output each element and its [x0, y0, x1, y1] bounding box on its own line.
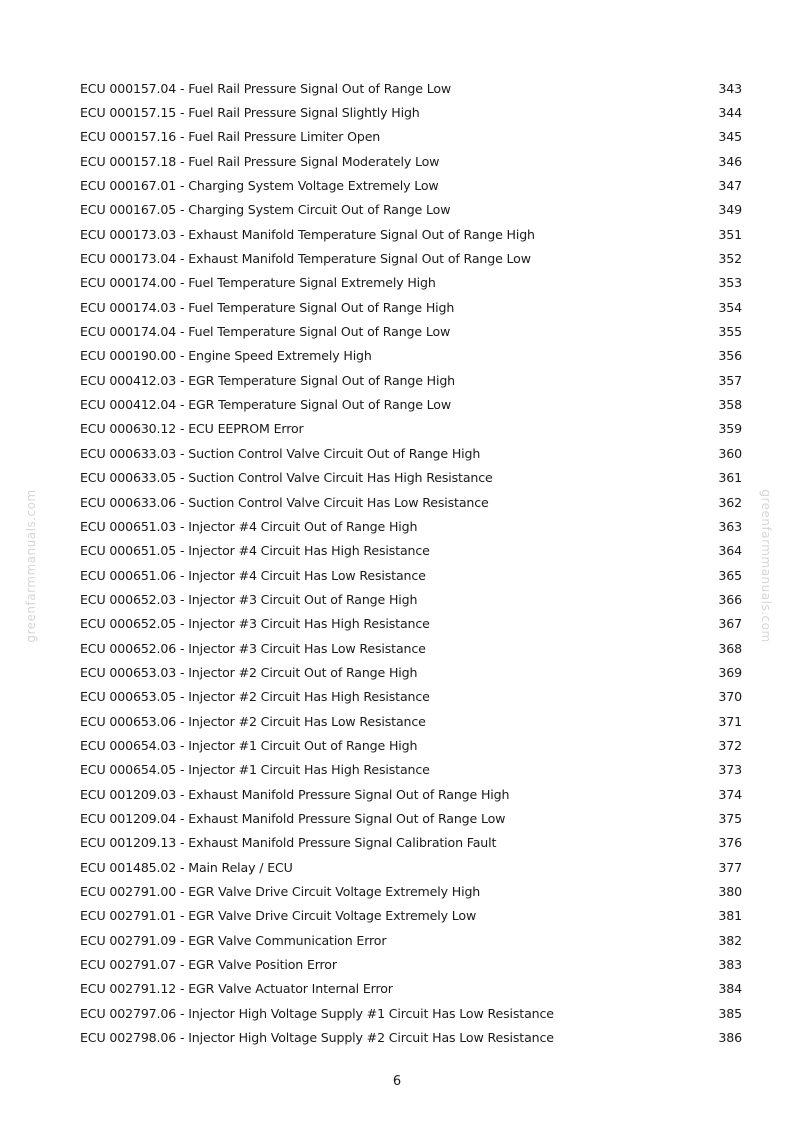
- toc-entry-title: ECU 000167.01 - Charging System Voltage Extremely Low: [80, 178, 439, 194]
- toc-entry-page-number: 376: [718, 835, 742, 851]
- toc-entry[interactable]: [80, 344, 742, 368]
- toc-entry[interactable]: [80, 904, 742, 928]
- toc-entry-page-number: 355: [718, 324, 742, 340]
- toc-entry-page-number: 346: [718, 153, 742, 169]
- toc-entry-title: ECU 002791.09 - EGR Valve Communication Error: [80, 932, 387, 948]
- toc-entry-page-number: 360: [718, 445, 742, 461]
- toc-entry-title: ECU 000652.05 - Injector #3 Circuit Has High Resistance: [80, 616, 430, 632]
- toc-entry[interactable]: [80, 392, 742, 416]
- toc-entry-title: ECU 000653.03 - Injector #2 Circuit Out of Range High: [80, 664, 418, 680]
- toc-entry-page-number: 385: [718, 1005, 742, 1021]
- toc-entry-title: ECU 000633.03 - Suction Control Valve Circuit Out of Range High: [80, 445, 481, 461]
- toc-entry[interactable]: [80, 928, 742, 952]
- toc-entry-page-number: 375: [718, 810, 742, 826]
- toc-entry[interactable]: [80, 709, 742, 733]
- toc-entry-title: ECU 000652.06 - Injector #3 Circuit Has Low Resistance: [80, 640, 426, 656]
- toc-entry-title: ECU 001209.04 - Exhaust Manifold Pressure Signal Out of Range Low: [80, 810, 506, 826]
- toc-entry-page-number: 380: [718, 884, 742, 900]
- toc-entry[interactable]: [80, 782, 742, 806]
- toc-entry-title: ECU 002791.12 - EGR Valve Actuator Internal Error: [80, 981, 393, 997]
- toc-entry-page-number: 372: [718, 737, 742, 753]
- toc-entry-page-number: 374: [718, 786, 742, 802]
- toc-entry-page-number: 369: [718, 664, 742, 680]
- toc-entry-title: ECU 001485.02 - Main Relay / ECU: [80, 859, 293, 875]
- toc-entry-title: ECU 000173.04 - Exhaust Manifold Temperature Signal Out of Range Low: [80, 251, 531, 267]
- toc-entry-title: ECU 000651.06 - Injector #4 Circuit Has Low Resistance: [80, 567, 426, 583]
- toc-entry-page-number: 347: [718, 178, 742, 194]
- toc-entry[interactable]: [80, 368, 742, 392]
- toc-entry-title: ECU 001209.13 - Exhaust Manifold Pressure Signal Calibration Fault: [80, 835, 497, 851]
- toc-entry-title: ECU 000167.05 - Charging System Circuit Out of Range Low: [80, 202, 451, 218]
- toc-entry-page-number: 382: [718, 932, 742, 948]
- toc-entry[interactable]: [80, 198, 742, 222]
- toc-entry-title: ECU 000157.04 - Fuel Rail Pressure Signal Out of Range Low: [80, 80, 452, 96]
- toc-entry-title: ECU 000157.16 - Fuel Rail Pressure Limiter Open: [80, 129, 381, 145]
- toc-entry-page-number: 357: [718, 372, 742, 388]
- toc-entry-title: ECU 000412.04 - EGR Temperature Signal Out of Range Low: [80, 397, 452, 413]
- toc-entry-title: ECU 000633.06 - Suction Control Valve Circuit Has Low Resistance: [80, 494, 489, 510]
- toc-entry-title: ECU 000651.03 - Injector #4 Circuit Out of Range High: [80, 518, 418, 534]
- toc-entry-title: ECU 000174.03 - Fuel Temperature Signal Out of Range High: [80, 299, 455, 315]
- toc-entry-title: ECU 002797.06 - Injector High Voltage Supply #1 Circuit Has Low Resistance: [80, 1005, 554, 1021]
- toc-entry-title: ECU 001209.03 - Exhaust Manifold Pressure Signal Out of Range High: [80, 786, 510, 802]
- toc-entry-page-number: 353: [718, 275, 742, 291]
- toc-entry[interactable]: [80, 879, 742, 903]
- toc-entry[interactable]: [80, 685, 742, 709]
- toc-entry-page-number: 384: [718, 981, 742, 997]
- toc-entry-title: ECU 000630.12 - ECU EEPROM Error: [80, 421, 304, 437]
- toc-entry[interactable]: [80, 100, 742, 124]
- toc-entry-title: ECU 000633.05 - Suction Control Valve Circuit Has High Resistance: [80, 470, 493, 486]
- toc-entry[interactable]: [80, 441, 742, 465]
- toc-entry-title: ECU 000653.05 - Injector #2 Circuit Has High Resistance: [80, 689, 430, 705]
- toc-entry-page-number: 356: [718, 348, 742, 364]
- toc-entry-title: ECU 000190.00 - Engine Speed Extremely High: [80, 348, 372, 364]
- toc-entry[interactable]: [80, 271, 742, 295]
- toc-entry[interactable]: [80, 222, 742, 246]
- toc-entry[interactable]: [80, 831, 742, 855]
- toc-entry[interactable]: [80, 977, 742, 1001]
- toc-entry[interactable]: [80, 758, 742, 782]
- toc-entry-page-number: 370: [718, 689, 742, 705]
- toc-entry-page-number: 345: [718, 129, 742, 145]
- toc-entry[interactable]: [80, 173, 742, 197]
- toc-entry-page-number: 359: [718, 421, 742, 437]
- toc-entry-page-number: 381: [718, 908, 742, 924]
- toc-entry-title: ECU 000653.06 - Injector #2 Circuit Has Low Resistance: [80, 713, 426, 729]
- toc-entry[interactable]: [80, 417, 742, 441]
- toc-entry-title: ECU 000174.00 - Fuel Temperature Signal Extremely High: [80, 275, 436, 291]
- toc-entry[interactable]: [80, 660, 742, 684]
- toc-entry-page-number: 344: [718, 105, 742, 121]
- toc-entry-page-number: 352: [718, 251, 742, 267]
- toc-entry-page-number: 371: [718, 713, 742, 729]
- toc-entry[interactable]: [80, 636, 742, 660]
- toc-entry-page-number: 368: [718, 640, 742, 656]
- toc-entry[interactable]: [80, 563, 742, 587]
- table-of-contents: [80, 76, 742, 1050]
- toc-entry[interactable]: [80, 149, 742, 173]
- toc-entry[interactable]: [80, 539, 742, 563]
- toc-entry[interactable]: [80, 246, 742, 270]
- toc-entry-page-number: 361: [718, 470, 742, 486]
- toc-entry-page-number: 373: [718, 762, 742, 778]
- toc-entry[interactable]: [80, 319, 742, 343]
- toc-entry[interactable]: [80, 855, 742, 879]
- toc-entry-page-number: 366: [718, 591, 742, 607]
- toc-entry-title: ECU 000654.05 - Injector #1 Circuit Has High Resistance: [80, 762, 430, 778]
- toc-entry[interactable]: [80, 806, 742, 830]
- toc-entry-title: ECU 000651.05 - Injector #4 Circuit Has High Resistance: [80, 543, 430, 559]
- toc-entry-page-number: 364: [718, 543, 742, 559]
- toc-entry[interactable]: [80, 295, 742, 319]
- toc-entry-title: ECU 002791.00 - EGR Valve Drive Circuit Voltage Extremely High: [80, 884, 481, 900]
- toc-entry-title: ECU 000654.03 - Injector #1 Circuit Out of Range High: [80, 737, 418, 753]
- toc-entry-title: ECU 000157.15 - Fuel Rail Pressure Signal Slightly High: [80, 105, 420, 121]
- toc-entry[interactable]: [80, 733, 742, 757]
- toc-entry-page-number: 377: [718, 859, 742, 875]
- toc-entry[interactable]: [80, 612, 742, 636]
- toc-entry-page-number: 365: [718, 567, 742, 583]
- toc-entry[interactable]: [80, 76, 742, 100]
- toc-entry-page-number: 349: [718, 202, 742, 218]
- toc-entry[interactable]: [80, 514, 742, 538]
- toc-entry-page-number: 354: [718, 299, 742, 315]
- toc-entry-title: ECU 000652.03 - Injector #3 Circuit Out of Range High: [80, 591, 418, 607]
- toc-entry[interactable]: [80, 490, 742, 514]
- toc-entry-title: ECU 002798.06 - Injector High Voltage Supply #2 Circuit Has Low Resistance: [80, 1030, 554, 1046]
- watermark-right: greenfarmmanuals.com: [759, 489, 773, 643]
- toc-entry-page-number: 358: [718, 397, 742, 413]
- toc-entry-page-number: 343: [718, 80, 742, 96]
- toc-entry-page-number: 362: [718, 494, 742, 510]
- toc-entry-title: ECU 000173.03 - Exhaust Manifold Temperature Signal Out of Range High: [80, 226, 535, 242]
- toc-entry-page-number: 351: [718, 226, 742, 242]
- toc-entry-page-number: 386: [718, 1030, 742, 1046]
- toc-entry-page-number: 383: [718, 957, 742, 973]
- toc-entry-title: ECU 000174.04 - Fuel Temperature Signal Out of Range Low: [80, 324, 451, 340]
- toc-entry[interactable]: [80, 1001, 742, 1025]
- toc-entry-title: ECU 000157.18 - Fuel Rail Pressure Signal Moderately Low: [80, 153, 440, 169]
- toc-entry[interactable]: [80, 125, 742, 149]
- toc-entry-title: ECU 002791.07 - EGR Valve Position Error: [80, 957, 337, 973]
- toc-entry-page-number: 363: [718, 518, 742, 534]
- toc-entry[interactable]: [80, 587, 742, 611]
- toc-entry-title: ECU 000412.03 - EGR Temperature Signal Out of Range High: [80, 372, 456, 388]
- toc-entry[interactable]: [80, 952, 742, 976]
- page-number: 6: [392, 1074, 402, 1089]
- toc-entry-title: ECU 002791.01 - EGR Valve Drive Circuit Voltage Extremely Low: [80, 908, 477, 924]
- watermark-left: greenfarmmanuals.com: [24, 489, 38, 643]
- toc-entry[interactable]: [80, 466, 742, 490]
- toc-entry-page-number: 367: [718, 616, 742, 632]
- toc-entry[interactable]: [80, 1025, 742, 1049]
